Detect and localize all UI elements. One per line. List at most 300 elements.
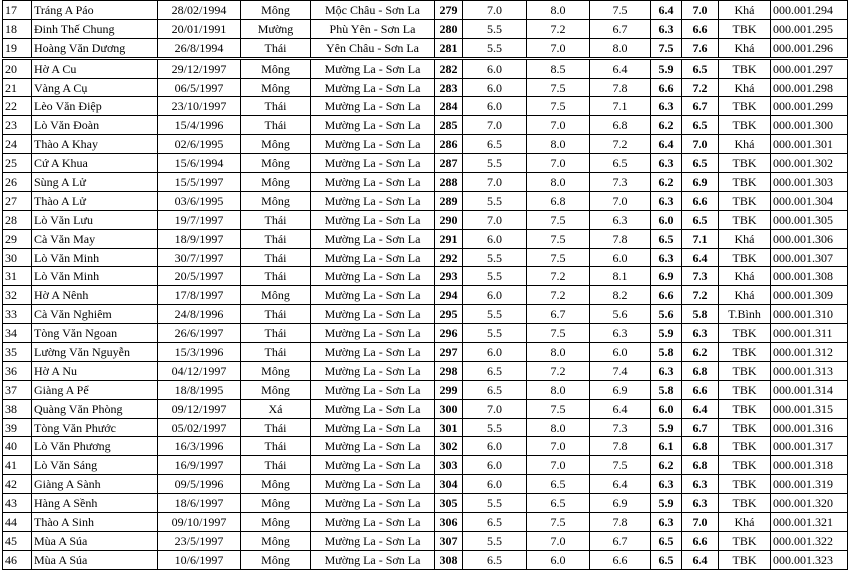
student-name: Quàng Văn Phòng [32,399,158,418]
ethnicity: Mông [241,173,311,192]
birth-date: 04/12/1997 [158,361,241,380]
score-2: 7.0 [527,437,590,456]
candidate-number: 305 [435,494,463,513]
hometown: Mường La - Sơn La [311,437,435,456]
candidate-number: 286 [435,135,463,154]
student-name: Lường Văn Nguyễn [32,343,158,362]
candidate-number: 300 [435,399,463,418]
average-score: 6.7 [682,418,719,437]
score-1: 5.5 [463,305,527,324]
candidate-number: 283 [435,78,463,97]
birth-date: 15/5/1997 [158,173,241,192]
hometown: Mường La - Sơn La [311,78,435,97]
student-name: Tòng Văn Phước [32,418,158,437]
table-row [3,1,848,20]
hometown: Mường La - Sơn La [311,248,435,267]
ethnicity: Thái [241,343,311,362]
score-1: 6.0 [463,78,527,97]
birth-date: 26/6/1997 [158,324,241,343]
score-4: 6.2 [651,116,682,135]
classification: Khá [719,229,771,248]
average-score: 6.3 [682,324,719,343]
birth-date: 09/10/1997 [158,513,241,532]
average-score: 6.5 [682,116,719,135]
score-1: 6.0 [463,229,527,248]
score-1: 5.5 [463,248,527,267]
certificate-number: 000.001.300 [771,116,848,135]
score-3: 6.9 [590,494,651,513]
average-score: 6.8 [682,456,719,475]
ethnicity: Mông [241,58,311,78]
classification: Khá [719,267,771,286]
classification: TBK [719,248,771,267]
certificate-number: 000.001.306 [771,229,848,248]
score-1: 6.5 [463,135,527,154]
table-row [3,38,848,58]
score-1: 7.0 [463,173,527,192]
row-index: 34 [3,324,32,343]
score-4: 6.4 [651,135,682,154]
table-row [3,191,848,210]
score-2: 6.7 [527,305,590,324]
score-4: 6.3 [651,475,682,494]
classification: TBK [719,456,771,475]
classification: TBK [719,531,771,550]
table-row [3,475,848,494]
score-3: 6.7 [590,19,651,38]
student-name: Hoàng Văn Dương [32,38,158,58]
score-4: 6.5 [651,550,682,569]
table-row [3,550,848,569]
student-name: Cà Văn Nghiêm [32,305,158,324]
classification: Khá [719,78,771,97]
classification: TBK [719,399,771,418]
table-row [3,531,848,550]
score-3: 7.3 [590,173,651,192]
certificate-number: 000.001.298 [771,78,848,97]
certificate-number: 000.001.297 [771,58,848,78]
score-4: 6.3 [651,361,682,380]
average-score: 6.6 [682,380,719,399]
birth-date: 28/02/1994 [158,1,241,20]
birth-date: 10/6/1997 [158,550,241,569]
score-2: 7.5 [527,399,590,418]
certificate-number: 000.001.304 [771,191,848,210]
average-score: 6.4 [682,248,719,267]
certificate-number: 000.001.320 [771,494,848,513]
score-2: 8.0 [527,173,590,192]
score-2: 8.0 [527,1,590,20]
candidate-number: 298 [435,361,463,380]
score-2: 7.2 [527,286,590,305]
student-name: Cà Văn May [32,229,158,248]
score-2: 7.0 [527,38,590,58]
average-score: 6.3 [682,475,719,494]
score-4: 6.3 [651,513,682,532]
student-name: Thào A Khay [32,135,158,154]
ethnicity: Thái [241,210,311,229]
row-index: 43 [3,494,32,513]
student-name: Thào A Lử [32,191,158,210]
table-row [3,116,848,135]
student-name: Hờ A Cu [32,58,158,78]
student-name: Lò Văn Sáng [32,456,158,475]
candidate-number: 308 [435,550,463,569]
birth-date: 09/12/1997 [158,399,241,418]
ethnicity: Thái [241,324,311,343]
score-3: 6.4 [590,399,651,418]
ethnicity: Mông [241,475,311,494]
row-index: 20 [3,58,32,78]
candidate-number: 289 [435,191,463,210]
ethnicity: Mông [241,531,311,550]
score-4: 6.5 [651,531,682,550]
hometown: Mường La - Sơn La [311,418,435,437]
row-index: 45 [3,531,32,550]
certificate-number: 000.001.311 [771,324,848,343]
student-name: Lò Văn Đoàn [32,116,158,135]
hometown: Mường La - Sơn La [311,550,435,569]
score-2: 7.5 [527,229,590,248]
ethnicity: Thái [241,38,311,58]
table-row [3,494,848,513]
score-3: 6.3 [590,210,651,229]
score-3: 6.5 [590,154,651,173]
candidate-number: 290 [435,210,463,229]
birth-date: 15/3/1996 [158,343,241,362]
table-row [3,305,848,324]
average-score: 6.9 [682,173,719,192]
student-name: Giàng A Sành [32,475,158,494]
score-1: 6.0 [463,475,527,494]
classification: Khá [719,38,771,58]
birth-date: 19/7/1997 [158,210,241,229]
score-2: 6.5 [527,494,590,513]
hometown: Yên Châu - Sơn La [311,38,435,58]
score-3: 7.1 [590,97,651,116]
ethnicity: Mông [241,286,311,305]
birth-date: 20/5/1997 [158,267,241,286]
score-3: 8.0 [590,38,651,58]
ethnicity: Mông [241,494,311,513]
row-index: 40 [3,437,32,456]
score-4: 5.9 [651,324,682,343]
classification: TBK [719,97,771,116]
score-3: 6.0 [590,248,651,267]
score-2: 8.0 [527,135,590,154]
ethnicity: Thái [241,437,311,456]
average-score: 6.7 [682,97,719,116]
student-name: Lò Văn Minh [32,248,158,267]
birth-date: 24/8/1996 [158,305,241,324]
certificate-number: 000.001.309 [771,286,848,305]
table-row [3,173,848,192]
table-row [3,399,848,418]
birth-date: 20/01/1991 [158,19,241,38]
table-row [3,19,848,38]
score-3: 8.2 [590,286,651,305]
score-2: 6.5 [527,475,590,494]
row-index: 32 [3,286,32,305]
hometown: Mường La - Sơn La [311,286,435,305]
birth-date: 05/02/1997 [158,418,241,437]
row-index: 18 [3,19,32,38]
certificate-number: 000.001.303 [771,173,848,192]
score-1: 5.5 [463,38,527,58]
average-score: 6.4 [682,550,719,569]
score-2: 7.0 [527,531,590,550]
score-3: 6.6 [590,550,651,569]
score-2: 7.5 [527,324,590,343]
table-row [3,286,848,305]
certificate-number: 000.001.305 [771,210,848,229]
score-4: 6.3 [651,154,682,173]
table-row [3,267,848,286]
average-score: 7.0 [682,1,719,20]
score-2: 7.2 [527,19,590,38]
student-results-table [2,0,848,570]
hometown: Mường La - Sơn La [311,361,435,380]
classification: TBK [719,116,771,135]
score-2: 8.5 [527,58,590,78]
table-row [3,229,848,248]
certificate-number: 000.001.321 [771,513,848,532]
score-3: 6.7 [590,531,651,550]
candidate-number: 281 [435,38,463,58]
certificate-number: 000.001.299 [771,97,848,116]
score-1: 5.5 [463,267,527,286]
certificate-number: 000.001.318 [771,456,848,475]
row-index: 21 [3,78,32,97]
score-3: 6.3 [590,324,651,343]
certificate-number: 000.001.310 [771,305,848,324]
average-score: 7.1 [682,229,719,248]
candidate-number: 279 [435,1,463,20]
student-name: Lèo Văn Điệp [32,97,158,116]
row-index: 33 [3,305,32,324]
classification: TBK [719,475,771,494]
ethnicity: Thái [241,456,311,475]
hometown: Mường La - Sơn La [311,58,435,78]
row-index: 39 [3,418,32,437]
score-4: 6.3 [651,248,682,267]
row-index: 41 [3,456,32,475]
score-2: 7.5 [527,248,590,267]
score-2: 6.8 [527,191,590,210]
ethnicity: Mông [241,191,311,210]
certificate-number: 000.001.317 [771,437,848,456]
score-2: 6.0 [527,550,590,569]
classification: Khá [719,286,771,305]
certificate-number: 000.001.301 [771,135,848,154]
score-4: 6.6 [651,78,682,97]
classification: TBK [719,380,771,399]
score-3: 7.8 [590,229,651,248]
certificate-number: 000.001.319 [771,475,848,494]
score-3: 7.2 [590,135,651,154]
average-score: 7.2 [682,286,719,305]
row-index: 30 [3,248,32,267]
hometown: Mường La - Sơn La [311,229,435,248]
birth-date: 18/6/1997 [158,494,241,513]
birth-date: 09/5/1996 [158,475,241,494]
birth-date: 16/3/1996 [158,437,241,456]
table-row [3,135,848,154]
average-score: 7.0 [682,135,719,154]
score-4: 6.3 [651,19,682,38]
classification: TBK [719,210,771,229]
ethnicity: Thái [241,305,311,324]
table-row [3,418,848,437]
score-4: 5.9 [651,58,682,78]
student-name: Giàng A Pể [32,380,158,399]
row-index: 35 [3,343,32,362]
birth-date: 16/9/1997 [158,456,241,475]
candidate-number: 285 [435,116,463,135]
score-3: 7.8 [590,437,651,456]
score-2: 7.2 [527,361,590,380]
hometown: Mường La - Sơn La [311,475,435,494]
hometown: Mường La - Sơn La [311,173,435,192]
student-name: Mùa A Súa [32,531,158,550]
table-row [3,343,848,362]
row-index: 24 [3,135,32,154]
candidate-number: 304 [435,475,463,494]
score-4: 6.3 [651,191,682,210]
classification: Khá [719,513,771,532]
average-score: 6.5 [682,58,719,78]
score-3: 6.4 [590,475,651,494]
score-1: 6.0 [463,286,527,305]
table-row [3,97,848,116]
classification: TBK [719,324,771,343]
student-name: Tráng A Páo [32,1,158,20]
birth-date: 18/9/1997 [158,229,241,248]
certificate-number: 000.001.302 [771,154,848,173]
table-row [3,456,848,475]
classification: TBK [719,173,771,192]
row-index: 28 [3,210,32,229]
candidate-number: 284 [435,97,463,116]
row-index: 31 [3,267,32,286]
candidate-number: 302 [435,437,463,456]
ethnicity: Mông [241,513,311,532]
row-index: 37 [3,380,32,399]
score-3: 6.9 [590,380,651,399]
candidate-number: 293 [435,267,463,286]
score-1: 5.5 [463,324,527,343]
score-4: 6.9 [651,267,682,286]
birth-date: 30/7/1997 [158,248,241,267]
certificate-number: 000.001.294 [771,1,848,20]
score-3: 8.1 [590,267,651,286]
ethnicity: Mông [241,1,311,20]
row-index: 25 [3,154,32,173]
score-1: 5.5 [463,154,527,173]
candidate-number: 294 [435,286,463,305]
student-name: Cứ A Khua [32,154,158,173]
ethnicity: Mông [241,361,311,380]
candidate-number: 296 [435,324,463,343]
hometown: Mường La - Sơn La [311,399,435,418]
birth-date: 29/12/1997 [158,58,241,78]
average-score: 6.3 [682,494,719,513]
hometown: Mường La - Sơn La [311,531,435,550]
hometown: Mường La - Sơn La [311,267,435,286]
score-2: 7.0 [527,154,590,173]
average-score: 6.4 [682,399,719,418]
certificate-number: 000.001.296 [771,38,848,58]
classification: TBK [719,19,771,38]
classification: TBK [719,191,771,210]
classification: TBK [719,550,771,569]
score-3: 6.0 [590,343,651,362]
score-4: 6.5 [651,229,682,248]
hometown: Mường La - Sơn La [311,513,435,532]
hometown: Mường La - Sơn La [311,191,435,210]
candidate-number: 282 [435,58,463,78]
table-row [3,78,848,97]
table-row [3,210,848,229]
average-score: 6.6 [682,191,719,210]
candidate-number: 297 [435,343,463,362]
ethnicity: Thái [241,267,311,286]
average-score: 6.8 [682,437,719,456]
score-2: 8.0 [527,418,590,437]
row-index: 23 [3,116,32,135]
row-index: 19 [3,38,32,58]
score-2: 7.0 [527,456,590,475]
birth-date: 02/6/1995 [158,135,241,154]
row-index: 46 [3,550,32,569]
score-3: 7.0 [590,191,651,210]
candidate-number: 292 [435,248,463,267]
score-3: 7.3 [590,418,651,437]
birth-date: 23/10/1997 [158,97,241,116]
candidate-number: 306 [435,513,463,532]
score-1: 5.5 [463,531,527,550]
row-index: 27 [3,191,32,210]
student-name: Lò Văn Lưu [32,210,158,229]
hometown: Mường La - Sơn La [311,97,435,116]
score-2: 8.0 [527,380,590,399]
score-4: 6.2 [651,173,682,192]
score-4: 6.6 [651,286,682,305]
classification: TBK [719,58,771,78]
score-1: 6.5 [463,550,527,569]
score-3: 7.5 [590,1,651,20]
ethnicity: Thái [241,248,311,267]
certificate-number: 000.001.313 [771,361,848,380]
ethnicity: Xá [241,399,311,418]
classification: Khá [719,135,771,154]
table-row [3,513,848,532]
student-name: Tòng Văn Ngoan [32,324,158,343]
certificate-number: 000.001.323 [771,550,848,569]
hometown: Mường La - Sơn La [311,116,435,135]
birth-date: 06/5/1997 [158,78,241,97]
hometown: Mường La - Sơn La [311,456,435,475]
score-1: 5.5 [463,191,527,210]
birth-date: 15/6/1994 [158,154,241,173]
student-name: Mùa A Súa [32,550,158,569]
score-1: 6.5 [463,513,527,532]
row-index: 22 [3,97,32,116]
candidate-number: 307 [435,531,463,550]
candidate-number: 303 [435,456,463,475]
table-row [3,154,848,173]
average-score: 6.6 [682,531,719,550]
